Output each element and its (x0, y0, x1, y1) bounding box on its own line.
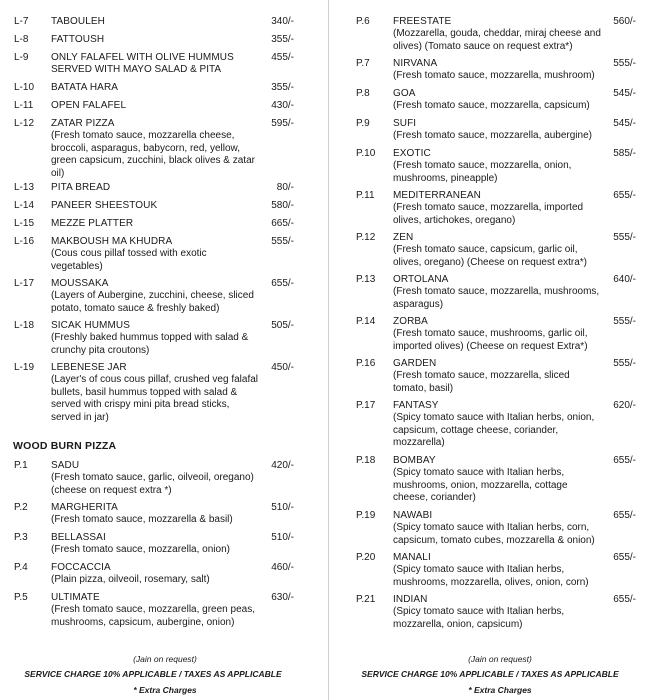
footer-extra-charges-right: * Extra Charges (468, 685, 532, 695)
item-description-line: oil) (51, 167, 65, 179)
item-description-line: olives, artichokes, oregano) (393, 214, 516, 226)
item-code: L-18 (14, 320, 35, 331)
item-price: 420/- (271, 460, 294, 471)
item-code: L-17 (14, 278, 35, 289)
footer-extra-charges: * Extra Charges (133, 685, 197, 695)
item-price: 640/- (613, 274, 636, 285)
item-name: OPEN FALAFEL (51, 100, 127, 111)
item-description-line: (Spicy tomato sauce with Italian herbs, onion, (393, 412, 595, 424)
item-name: SICAK HUMMUS (51, 320, 130, 331)
item-code: L-12 (14, 118, 35, 129)
item-description-line: potato, tomato sauce & freshly baked) (51, 302, 220, 314)
item-description-line: mushrooms, onion, mozzarella, cottage (393, 479, 568, 491)
item-code: P.8 (356, 88, 370, 99)
item-price: 560/- (613, 16, 636, 27)
item-description-line: (cheese on request extra *) (51, 484, 172, 496)
item-name: FREESTATE (393, 16, 452, 27)
item-description-line: (Fresh tomato sauce, mozzarella, imported (393, 202, 584, 214)
item-description-line: mushrooms, pineapple) (393, 172, 498, 184)
item-price: 545/- (613, 118, 636, 129)
item-price: 655/- (271, 278, 294, 289)
item-code: L-9 (14, 52, 29, 63)
item-price: 80/- (276, 182, 294, 193)
item-code: L-15 (14, 218, 35, 229)
item-code: P.5 (14, 592, 28, 603)
item-code: P.17 (356, 400, 376, 411)
menu-item (0, 200, 326, 212)
item-description-line: mozzarella, onion, capsicum) (393, 618, 523, 630)
menu-item (330, 148, 650, 185)
item-description-line: (Fresh tomato sauce, mozzarella, aubergine) (393, 130, 592, 142)
item-price: 355/- (271, 82, 294, 93)
item-description-line: mozzarella) (393, 437, 445, 449)
item-description-line: (Fresh tomato sauce, mozzarella, onion, (393, 160, 572, 172)
menu-item (330, 58, 650, 83)
item-description-line: SERVED WITH MAYO SALAD & PITA (51, 64, 222, 76)
item-description-line: (Spicy tomato sauce with Italian herbs, (393, 564, 565, 576)
item-name: MANALI (393, 552, 431, 563)
item-name: PANEER SHEESTOUK (51, 200, 158, 211)
item-description-line: (Spicy tomato sauce with Italian herbs, corn, (393, 522, 590, 534)
item-name: ZATAR PIZZA (51, 118, 115, 129)
item-price: 340/- (271, 16, 294, 27)
item-description-line: (Layer's of cous cous pillaf, crushed veg falafal (51, 374, 259, 386)
item-code: P.2 (14, 502, 28, 513)
item-description-line: (Fresh tomato sauce, capsicum, garlic oil, (393, 244, 578, 256)
item-description-line: vegetables) (51, 260, 103, 272)
item-code: P.9 (356, 118, 370, 129)
menu-item (0, 278, 326, 315)
item-price: 450/- (271, 362, 294, 373)
item-code: L-19 (14, 362, 35, 373)
item-name: MAKBOUSH MA KHUDRA (51, 236, 173, 247)
item-name: ULTIMATE (51, 592, 100, 603)
item-code: L-13 (14, 182, 35, 193)
menu-item (0, 118, 326, 180)
item-description-line: olives, oregano) (Cheese on request extra*) (393, 256, 587, 268)
menu-item (330, 232, 650, 269)
item-description-line: tomato, basil) (393, 382, 454, 394)
item-price: 620/- (613, 400, 636, 411)
item-description-line: mushrooms, capsicum, aubergine, onion) (51, 616, 235, 628)
menu-item (330, 510, 650, 547)
menu-item (0, 100, 326, 112)
menu-item (330, 455, 650, 505)
item-description-line: (Fresh tomato sauce, mozzarella, mushrooms, (393, 286, 600, 298)
menu-item (0, 236, 326, 273)
footer-service-charge-right: SERVICE CHARGE 10% APPLICABLE / TAXES AS APPLICABLE (361, 669, 619, 679)
column-divider (328, 0, 329, 700)
menu-item (330, 358, 650, 395)
item-name: FOCCACCIA (51, 562, 111, 573)
item-code: L-11 (14, 100, 34, 111)
menu-item (330, 400, 650, 450)
item-name: MARGHERITA (51, 502, 118, 513)
item-description-line: broccoli, asparagus, babycorn, red, yellow, (51, 142, 240, 154)
item-price: 665/- (271, 218, 294, 229)
menu-item (0, 460, 326, 497)
menu-item (0, 362, 326, 424)
item-name: ONLY FALAFEL WITH OLIVE HUMMUS (51, 52, 234, 63)
item-description-line: (Mozzarella, gouda, cheddar, miraj cheese and (393, 28, 601, 40)
menu-item (0, 218, 326, 230)
item-price: 545/- (613, 88, 636, 99)
item-description-line: cheese, coriander) (393, 492, 476, 504)
item-code: L-7 (14, 16, 29, 27)
item-price: 455/- (271, 52, 294, 63)
menu-item (330, 274, 650, 311)
section-title-wood-burn-pizza: WOOD BURN PIZZA (13, 440, 117, 452)
item-name: GARDEN (393, 358, 437, 369)
menu-item (0, 592, 326, 629)
item-price: 655/- (613, 455, 636, 466)
item-code: P.13 (356, 274, 376, 285)
item-description-line: asparagus) (393, 298, 444, 310)
menu-item (0, 52, 326, 77)
item-code: P.10 (356, 148, 376, 159)
item-code: L-10 (14, 82, 35, 93)
item-description-line: olives) (Tomato sauce on request extra*) (393, 40, 573, 52)
item-description-line: (Cous cous pillaf tossed with exotic (51, 248, 207, 260)
menu-item (0, 34, 326, 46)
item-code: P.3 (14, 532, 28, 543)
item-code: P.11 (356, 190, 375, 201)
item-price: 355/- (271, 34, 294, 45)
item-name: MOUSSAKA (51, 278, 109, 289)
item-name: FATTOUSH (51, 34, 105, 45)
item-description-line: (Freshly baked hummus topped with salad & (51, 332, 249, 344)
item-description-line: (Plain pizza, oilveoil, rosemary, salt) (51, 574, 210, 586)
item-price: 555/- (613, 316, 636, 327)
item-price: 630/- (271, 592, 294, 603)
item-code: P.1 (14, 460, 28, 471)
menu-item (330, 16, 650, 53)
item-price: 505/- (271, 320, 294, 331)
item-description-line: (Fresh tomato sauce, mozzarella, onion) (51, 544, 230, 556)
item-code: L-8 (14, 34, 29, 45)
item-description-line: served in jar) (51, 411, 109, 423)
item-name: BATATA HARA (51, 82, 119, 93)
menu-item (0, 16, 326, 28)
item-price: 510/- (271, 502, 294, 513)
menu-item (0, 82, 326, 94)
item-name: ZORBA (393, 316, 428, 327)
item-code: P.19 (356, 510, 376, 521)
menu-item (0, 502, 326, 527)
item-description-line: (Fresh tomato sauce, mozzarella, sliced (393, 370, 570, 382)
item-name: PITA BREAD (51, 182, 111, 193)
item-name: LEBENESE JAR (51, 362, 127, 373)
item-code: P.12 (356, 232, 376, 243)
item-price: 555/- (613, 358, 636, 369)
menu-item (0, 320, 326, 357)
item-description-line: green capsicum, zucchini, black olives & zatar (51, 155, 255, 167)
item-name: NIRVANA (393, 58, 438, 69)
item-name: MEZZE PLATTER (51, 218, 134, 229)
item-description-line: (Fresh tomato sauce, garlic, oilveoil, oregano) (51, 472, 254, 484)
item-description-line: served with crispy mini pita bread sticks, (51, 399, 230, 411)
item-name: TABOULEH (51, 16, 105, 27)
item-price: 655/- (613, 190, 636, 201)
item-name: ZEN (393, 232, 414, 243)
item-description-line: (Fresh tomato sauce, mozzarella cheese, (51, 130, 235, 142)
item-price: 655/- (613, 510, 636, 521)
item-price: 655/- (613, 552, 636, 563)
item-description-line: crunchy pita croutons) (51, 344, 150, 356)
item-description-line: (Fresh tomato sauce, mozzarella, green peas, (51, 604, 255, 616)
footer-jain-note-right: (Jain on request) (468, 654, 532, 664)
item-name: BOMBAY (393, 455, 436, 466)
menu-item (0, 562, 326, 587)
item-name: SUFI (393, 118, 417, 129)
item-description-line: bullets, basil hummus topped with salad & (51, 386, 238, 398)
item-price: 595/- (271, 118, 294, 129)
item-description-line: (Fresh tomato sauce, mushrooms, garlic oil, (393, 328, 588, 340)
item-price: 510/- (271, 532, 294, 543)
item-name: GOA (393, 88, 416, 99)
item-code: P.21 (356, 594, 376, 605)
item-price: 585/- (613, 148, 636, 159)
item-name: ORTOLANA (393, 274, 449, 285)
item-code: L-16 (14, 236, 35, 247)
menu-item (330, 316, 650, 353)
item-name: NAWABI (393, 510, 433, 521)
item-code: P.4 (14, 562, 28, 573)
menu-item (0, 532, 326, 557)
item-name: INDIAN (393, 594, 428, 605)
item-name: SADU (51, 460, 80, 471)
item-code: P.18 (356, 455, 376, 466)
item-description-line: (Layers of Aubergine, zucchini, cheese, sliced (51, 290, 254, 302)
item-code: P.16 (356, 358, 376, 369)
menu-item (0, 182, 326, 194)
item-description-line: imported olives) (Cheese on request Extra*) (393, 340, 588, 352)
item-price: 655/- (613, 594, 636, 605)
item-code: P.6 (356, 16, 370, 27)
item-price: 555/- (613, 232, 636, 243)
item-name: FANTASY (393, 400, 439, 411)
item-description-line: mushrooms, mozzarella, olives, onion, corn) (393, 576, 589, 588)
item-price: 580/- (271, 200, 294, 211)
menu-item (330, 594, 650, 631)
item-description-line: (Spicy tomato sauce with Italian herbs, (393, 467, 565, 479)
item-name: EXOTIC (393, 148, 431, 159)
footer-service-charge: SERVICE CHARGE 10% APPLICABLE / TAXES AS APPLICABLE (24, 669, 282, 679)
item-code: L-14 (14, 200, 35, 211)
item-description-line: (Fresh tomato sauce, mozzarella, mushroom) (393, 70, 595, 82)
footer-jain-note: (Jain on request) (133, 654, 197, 664)
item-name: MEDITERRANEAN (393, 190, 481, 201)
menu-item (330, 552, 650, 589)
item-description-line: (Fresh tomato sauce, mozzarella & basil) (51, 514, 233, 526)
menu-item (330, 118, 650, 143)
item-code: P.7 (356, 58, 370, 69)
item-price: 555/- (613, 58, 636, 69)
item-description-line: (Spicy tomato sauce with Italian herbs, (393, 606, 565, 618)
menu-item (330, 190, 650, 227)
menu-item (330, 88, 650, 113)
item-code: P.20 (356, 552, 376, 563)
item-name: BELLASSAI (51, 532, 106, 543)
item-description-line: capsicum, cottage cheese, coriander, (393, 424, 559, 436)
item-code: P.14 (356, 316, 376, 327)
item-price: 460/- (271, 562, 294, 573)
item-price: 430/- (271, 100, 294, 111)
item-description-line: capsicum, tomato cubes, mozzarella & onion) (393, 534, 595, 546)
item-description-line: (Fresh tomato sauce, mozzarella, capsicum) (393, 100, 590, 112)
item-price: 555/- (271, 236, 294, 247)
